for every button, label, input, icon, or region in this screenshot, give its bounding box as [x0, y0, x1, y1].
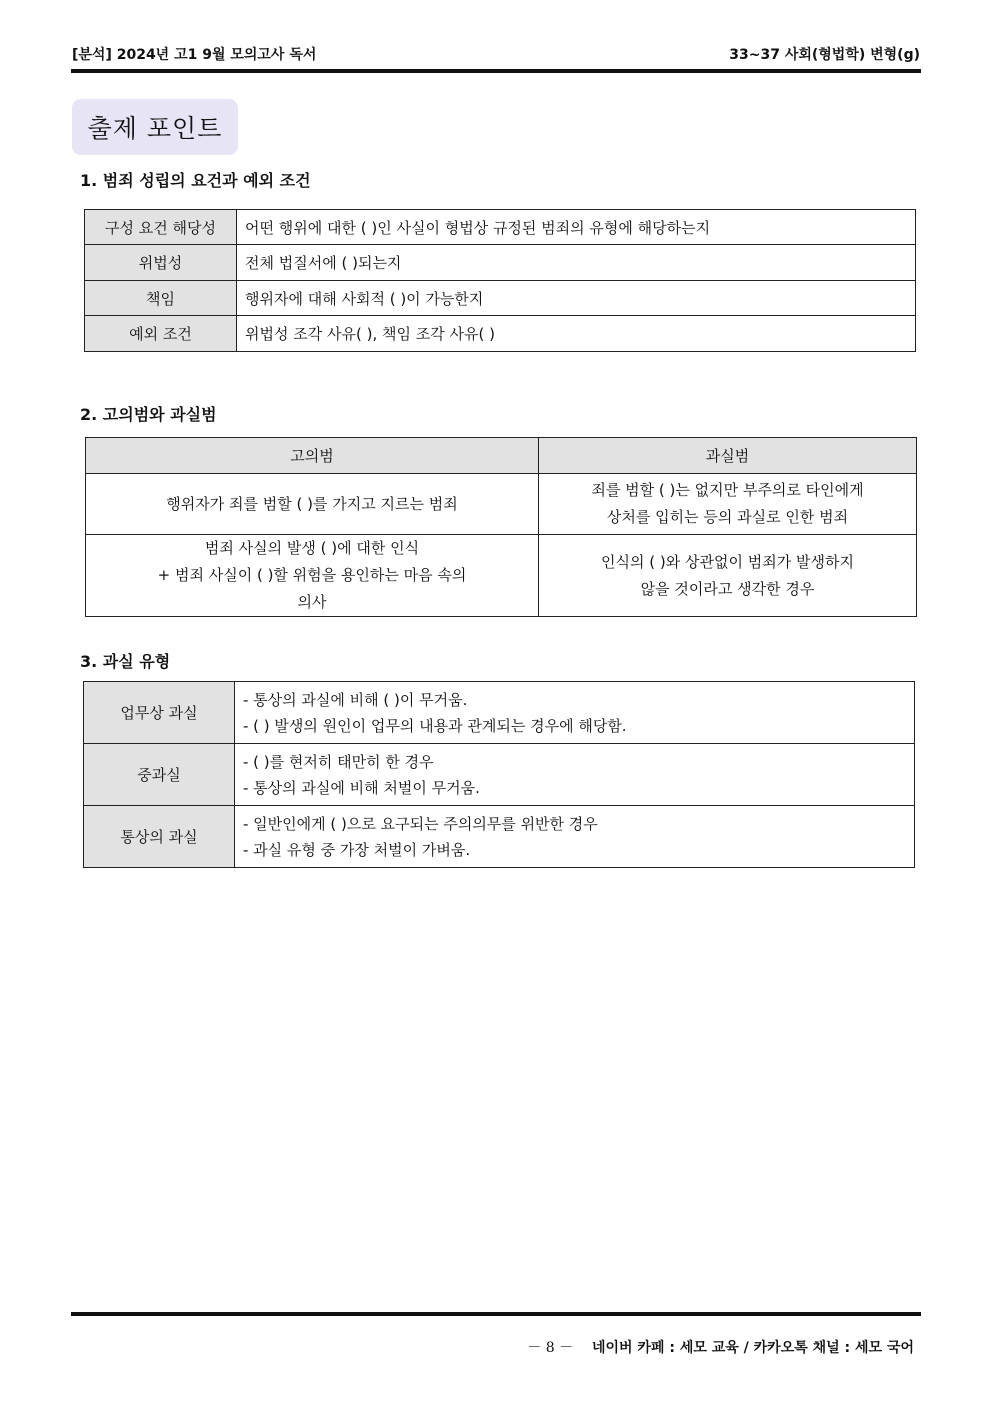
intent-negligence-table: [85, 437, 917, 617]
row-label: 업무상 과실: [84, 682, 235, 744]
row-text: 행위자에 대해 사회적 ( )이 가능한지: [237, 281, 916, 316]
negligence-types-table: [83, 681, 915, 868]
negligence-awareness: [539, 535, 917, 617]
table-row: [86, 474, 917, 535]
table-row: [85, 210, 916, 245]
text-line: + 범죄 사실이 ( )할 위험을 용인하는 마음 속의: [157, 566, 467, 584]
text-line: 않을 것이라고 생각한 경우: [640, 579, 815, 598]
row-label: 구성 요건 해당성: [85, 210, 237, 245]
text-line: - 과실 유형 중 가장 처벌이 가벼움.: [243, 840, 471, 859]
section3-title: 3. 과실 유형: [80, 652, 171, 671]
negligence-definition: [539, 474, 917, 535]
row-text: [235, 682, 915, 744]
table-row: [84, 806, 915, 868]
text-line: 죄를 범할 ( )는 없지만 부주의로 타인에게: [591, 481, 864, 499]
row-label: 책임: [85, 281, 237, 316]
table-row: [84, 682, 915, 744]
row-label: 중과실: [84, 744, 235, 806]
row-text: 위법성 조각 사유( ), 책임 조각 사유( ): [237, 316, 916, 352]
footer-text: 네이버 카페 : 세모 교육 / 카카오톡 채널 : 세모 국어: [591, 1340, 914, 1356]
text-line: 상처를 입히는 등의 과실로 인한 범죄: [606, 508, 849, 526]
text-line: 범죄 사실의 발생 ( )에 대한 인식: [204, 539, 420, 557]
section2-title: 2. 고의범와 과실범: [80, 405, 217, 424]
row-text: 전체 법질서에 ( )되는지: [237, 245, 916, 281]
key-points-badge: 출제 포인트: [72, 99, 238, 155]
table-row: [85, 245, 916, 281]
section1-title: 1. 범죄 성립의 요건과 예외 조건: [80, 171, 311, 190]
column-header-intent: 고의범: [86, 438, 539, 474]
footer-divider: [71, 1312, 921, 1316]
row-label: 위법성: [85, 245, 237, 281]
table-row: [85, 316, 916, 352]
text-line: - ( ) 발생의 원인이 업무의 내용과 관계되는 경우에 해당함.: [243, 716, 627, 735]
requirements-table: [84, 209, 916, 352]
intent-definition: 행위자가 죄를 범할 ( )를 가지고 지르는 범죄: [86, 474, 539, 535]
row-text: [235, 806, 915, 868]
row-label: 예외 조건: [85, 316, 237, 352]
text-line: - 통상의 과실에 비해 ( )이 무거움.: [243, 690, 468, 709]
text-line: - 통상의 과실에 비해 처벌이 무거움.: [243, 778, 480, 797]
intent-awareness: [86, 535, 539, 617]
table-row: [85, 281, 916, 316]
table-row: [84, 744, 915, 806]
row-text: 어떤 행위에 대한 ( )인 사실이 형법상 규정된 범죄의 유형에 해당하는지: [237, 210, 916, 245]
text-line: - 일반인에게 ( )으로 요구되는 주의의무를 위반한 경우: [243, 814, 598, 833]
table-header-row: [86, 438, 917, 474]
text-line: - ( )를 현저히 태만히 한 경우: [243, 752, 434, 771]
text-line: 의사: [297, 593, 327, 611]
header-left-title: [분석] 2024년 고1 9월 모의고사 독서: [72, 47, 317, 63]
text-line: 인식의 ( )와 상관없이 범죄가 발생하지: [601, 552, 854, 571]
header-right-title: 33~37 사회(형법학) 변형(g): [729, 47, 920, 63]
footer: [527, 1337, 914, 1357]
page-number: － 8 －: [527, 1340, 574, 1356]
row-text: [235, 744, 915, 806]
table-row: [86, 535, 917, 617]
header-divider: [71, 69, 921, 73]
row-label: 통상의 과실: [84, 806, 235, 868]
column-header-negligence: 과실범: [539, 438, 917, 474]
